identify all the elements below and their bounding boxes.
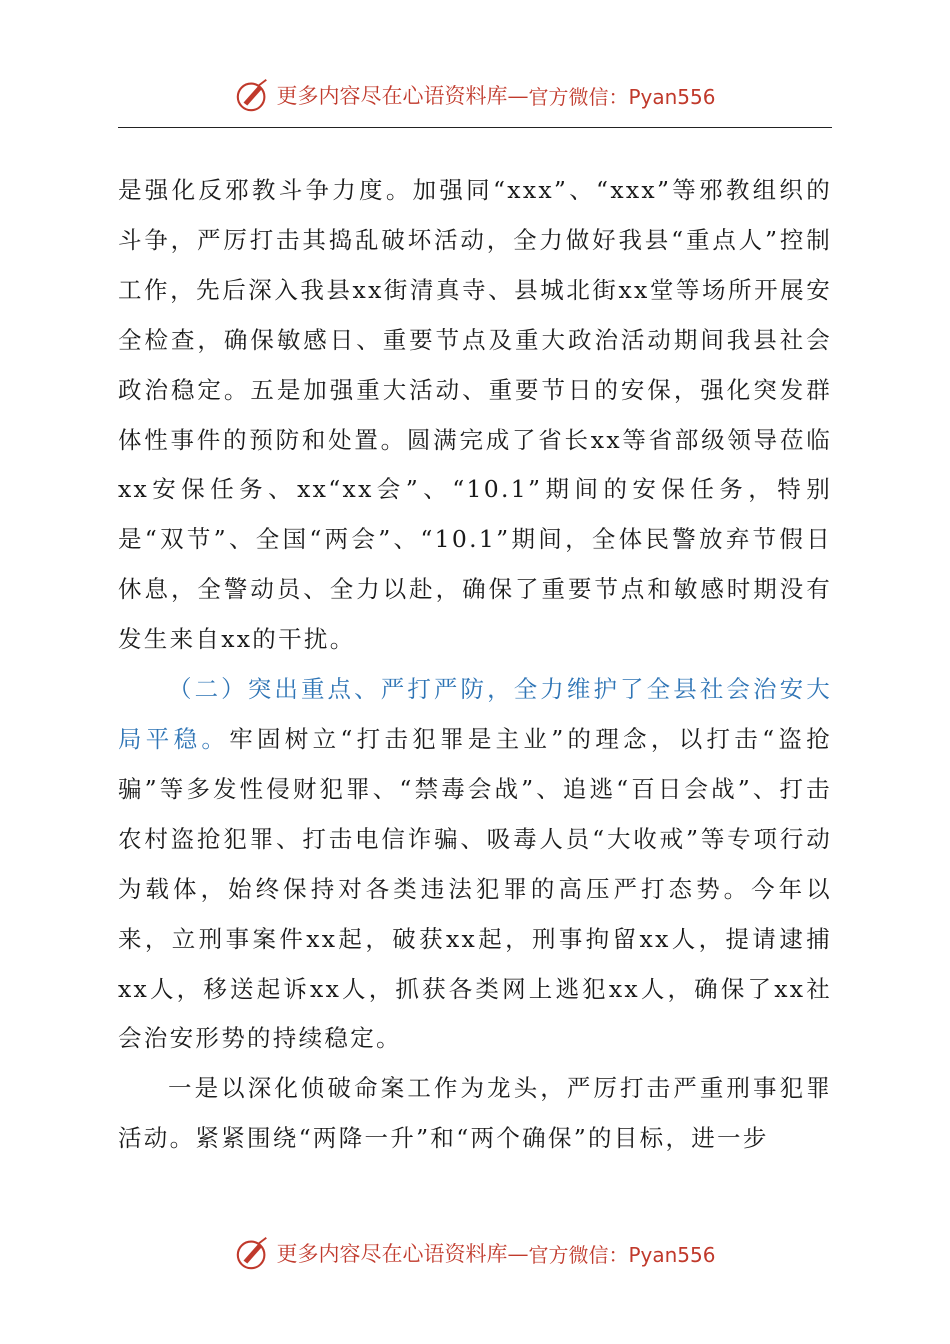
paragraph-2-text: 牢固树立“打击犯罪是主业”的理念，以打击“盗抢骗”等多发性侵财犯罪、“禁毒会战”、追逃“百日会战”、打击农村盗抢犯罪、打击电信诈骗、吸毒人员“大收戒”等专项行动为载体，始终保持对各类违法犯罪的高压严打态势。今年以来，立刑事案件xx起，破获xx起，刑事拘留xx人，提请逮捕xx人，移送起诉xx人，抓获各类网上逃犯xx人，确保了xx社会治安形势的持续稳定。: [118, 724, 832, 1053]
header-wechat-text: 官方微信：Pyan556: [528, 84, 716, 109]
pen-logo-icon: [234, 1234, 272, 1272]
pen-logo-icon: [234, 76, 272, 114]
paragraph-3: 一是以深化侦破命案工作为龙头，严厉打击严重刑事犯罪活动。紧紧围绕“两降一升”和“两个确保”的目标，进一步: [118, 1074, 832, 1153]
footer-banner: [0, 1234, 950, 1272]
paragraph-1: 是强化反邪教斗争力度。加强同“xxx”、“xxx”等邪教组织的斗争，严厉打击其捣乱破坏活动，全力做好我县“重点人”控制工作，先后深入我县xx街清真寺、县城北街xx堂等场所开展安全检查，确保敏感日、重要节点及重大政治活动期间我县社会政治稳定。五是加强重大活动、重要节日的安保，强化突发群体性事件的预防和处置。圆满完成了省长xx等省部级领导莅临xx安保任务、xx“xx会”、“10.1”期间的安保任务，特别是“双节”、全国“两会”、“10.1”期间，全体民警放弃节假日休息，全警动员、全力以赴，确保了重要节点和敏感时期没有发生来自xx的干扰。: [118, 176, 832, 654]
header-divider: [118, 127, 832, 128]
paragraph-2: [118, 665, 832, 1064]
header-banner: [0, 76, 950, 114]
footer-site-text: 更多内容尽在心语资料库—: [276, 1242, 529, 1266]
document-body: [118, 166, 832, 1164]
section-heading-2: （二）突出重点、严打严防，全力维护了全县社会治安大局平稳。: [118, 675, 832, 753]
header-site-text: 更多内容尽在心语资料库—: [276, 84, 529, 108]
footer-wechat-text: 官方微信：Pyan556: [528, 1242, 716, 1267]
